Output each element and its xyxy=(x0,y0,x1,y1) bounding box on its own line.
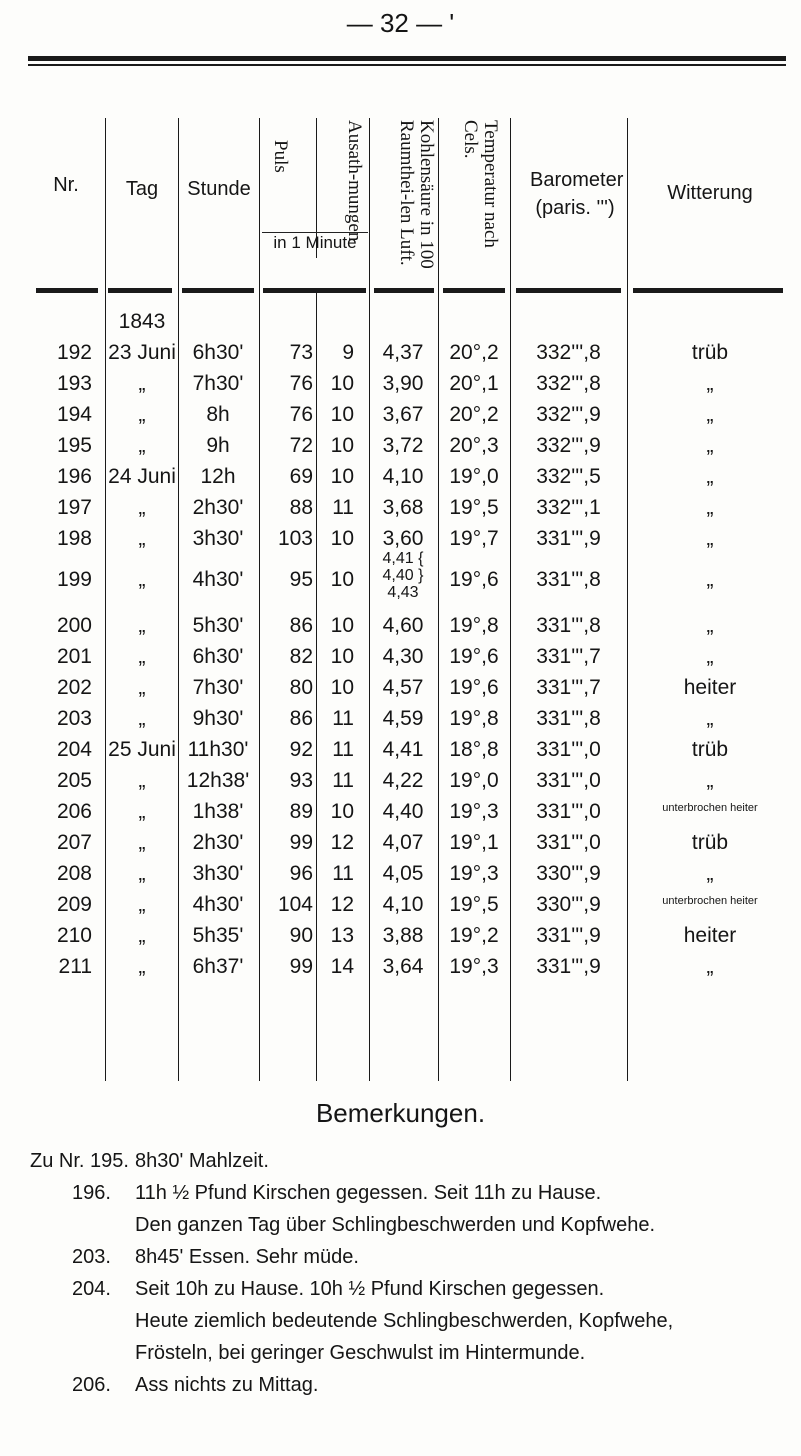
header-witterung: Witterung xyxy=(667,182,753,204)
cell-stunde: 3h30' xyxy=(192,862,244,885)
cell-baro: 331''',9 xyxy=(536,527,601,550)
cell-tag: 25 Juni xyxy=(108,738,176,761)
cell-tag: „ xyxy=(138,800,146,823)
cell-temp: 19°,1 xyxy=(449,831,499,854)
cell-wit: „ xyxy=(706,527,714,550)
cell-co2: 4,07 xyxy=(382,831,424,854)
header-rule xyxy=(374,288,434,293)
cell-puls: 103 xyxy=(277,527,313,550)
cell-wit: „ xyxy=(706,645,714,668)
top-rule xyxy=(28,56,786,61)
cell-co2: 3,64 xyxy=(382,955,424,978)
cell-nr: 208 xyxy=(56,862,92,885)
cell-puls: 80 xyxy=(289,676,313,699)
cell-tag: „ xyxy=(138,924,146,947)
cell-baro: 332''',8 xyxy=(536,372,601,395)
top-rule-thin xyxy=(28,64,786,66)
cell-stunde: 4h30' xyxy=(192,893,244,916)
remark-text: Ass nichts zu Mittag. xyxy=(135,1374,319,1396)
cell-baro: 331''',0 xyxy=(536,800,601,823)
cell-stunde: 3h30' xyxy=(192,527,244,550)
cell-tag: „ xyxy=(138,831,146,854)
header-rule xyxy=(36,288,98,293)
cell-puls: 95 xyxy=(289,568,313,591)
header-puls: Puls xyxy=(270,140,291,173)
cell-nr: 197 xyxy=(56,496,92,519)
header-temperatur: Temperatur nach Cels. xyxy=(460,120,501,248)
cell-wit: „ xyxy=(706,372,714,395)
header-stunde: Stunde xyxy=(187,178,251,200)
cell-wit: „ xyxy=(706,955,714,978)
cell-temp: 19°,3 xyxy=(449,862,499,885)
cell-puls: 99 xyxy=(289,831,313,854)
cell-tag: „ xyxy=(138,434,146,457)
col-divider xyxy=(369,118,370,1081)
cell-co2: 4,10 xyxy=(382,893,424,916)
cell-stunde: 5h30' xyxy=(192,614,244,637)
cell-wit: „ xyxy=(706,614,714,637)
cell-co2: 4,40 xyxy=(382,800,424,823)
cell-tag: „ xyxy=(138,769,146,792)
cell-nr: 211 xyxy=(58,955,92,978)
remark-text: Seit 10h zu Hause. 10h ½ Pfund Kirschen gegessen. xyxy=(135,1278,605,1300)
header-tag: Tag xyxy=(125,178,159,200)
cell-ath: 10 xyxy=(330,465,354,488)
cell-ath: 14 xyxy=(330,955,354,978)
cell-temp: 19°,0 xyxy=(449,465,499,488)
cell-ath: 11 xyxy=(332,496,354,519)
cell-wit: „ xyxy=(706,769,714,792)
cell-co2: 4,60 xyxy=(382,614,424,637)
cell-nr: 198 xyxy=(56,527,92,550)
cell-co2: 4,10 xyxy=(382,465,424,488)
cell-tag: „ xyxy=(138,707,146,730)
cell-tag: „ xyxy=(138,676,146,699)
header-rule xyxy=(443,288,505,293)
cell-co2: 3,88 xyxy=(382,924,424,947)
cell-baro: 332''',5 xyxy=(536,465,601,488)
cell-tag: „ xyxy=(138,372,146,395)
page-number: — 32 — ' xyxy=(346,8,455,38)
cell-temp: 19°,6 xyxy=(449,676,499,699)
cell-wit: heiter xyxy=(683,676,737,699)
cell-puls: 82 xyxy=(289,645,313,668)
cell-co2: 3,68 xyxy=(382,496,424,519)
cell-ath: 10 xyxy=(330,676,354,699)
cell-co2: 4,30 xyxy=(382,645,424,668)
cell-tag: „ xyxy=(138,527,146,550)
cell-stunde: 12h38' xyxy=(186,769,250,792)
cell-ath: 10 xyxy=(330,372,354,395)
header-rule xyxy=(516,288,621,293)
cell-stunde: 9h xyxy=(206,434,230,457)
cell-puls: 93 xyxy=(289,769,313,792)
cell-baro: 331''',8 xyxy=(536,614,601,637)
header-rule xyxy=(263,288,366,293)
header-kohlensaeure: Kohlensäure in 100 Raumthei-len Luft. xyxy=(396,120,437,269)
cell-ath: 11 xyxy=(332,862,354,885)
cell-temp: 19°,5 xyxy=(449,496,499,519)
cell-temp: 20°,1 xyxy=(449,372,499,395)
cell-stunde: 7h30' xyxy=(192,676,244,699)
header-nr: Nr. xyxy=(53,174,79,196)
cell-ath: 10 xyxy=(330,645,354,668)
cell-stunde: 2h30' xyxy=(192,496,244,519)
cell-nr: 193 xyxy=(56,372,92,395)
cell-puls: 96 xyxy=(289,862,313,885)
cell-tag: „ xyxy=(138,496,146,519)
cell-tag: 24 Juni xyxy=(108,465,176,488)
cell-baro: 331''',9 xyxy=(536,924,601,947)
header-in-minute: in 1 Minute xyxy=(262,232,368,253)
cell-baro: 331''',9 xyxy=(536,955,601,978)
cell-puls: 76 xyxy=(289,403,313,426)
cell-tag: „ xyxy=(138,645,146,668)
cell-co2: 4,37 xyxy=(382,341,424,364)
cell-puls: 88 xyxy=(289,496,313,519)
cell-ath: 11 xyxy=(332,769,354,792)
header-rule xyxy=(182,288,254,293)
cell-nr: 206 xyxy=(56,800,92,823)
cell-ath: 10 xyxy=(330,434,354,457)
cell-baro: 330''',9 xyxy=(536,862,601,885)
cell-puls: 89 xyxy=(289,800,313,823)
cell-temp: 19°,8 xyxy=(449,707,499,730)
cell-baro: 330''',9 xyxy=(536,893,601,916)
cell-nr: 199 xyxy=(56,568,92,591)
cell-ath: 12 xyxy=(330,831,354,854)
cell-ath: 13 xyxy=(330,924,354,947)
remark-text: 11h ½ Pfund Kirschen gegessen. Seit 11h zu Hause. xyxy=(135,1182,602,1204)
cell-co2: 3,60 xyxy=(382,527,424,550)
cell-ath: 9 xyxy=(342,341,354,364)
cell-wit: „ xyxy=(706,403,714,426)
cell-temp: 19°,3 xyxy=(449,955,499,978)
cell-nr: 202 xyxy=(56,676,92,699)
header-ausath: Ausath-mungen xyxy=(344,120,365,242)
cell-nr: 196 xyxy=(56,465,92,488)
header-barometer: Barometer (paris. ''') xyxy=(530,169,624,219)
cell-co2: 3,72 xyxy=(382,434,424,457)
cell-nr: 201 xyxy=(56,645,92,668)
cell-nr: 200 xyxy=(56,614,92,637)
cell-tag: „ xyxy=(138,568,146,591)
cell-puls: 92 xyxy=(289,738,313,761)
cell-stunde: 6h37' xyxy=(192,955,244,978)
remarks-title: Bemerkungen. xyxy=(315,1098,486,1128)
cell-co2: 3,67 xyxy=(382,403,424,426)
cell-wit: unterbrochen heiter xyxy=(662,895,758,907)
cell-wit: „ xyxy=(706,568,714,591)
cell-tag: „ xyxy=(138,403,146,426)
header-rule xyxy=(108,288,172,293)
remark-label: 206. xyxy=(72,1374,111,1396)
remark-text: 8h45' Essen. Sehr müde. xyxy=(135,1246,359,1268)
cell-temp: 18°,8 xyxy=(449,738,499,761)
cell-wit: „ xyxy=(706,465,714,488)
cell-temp: 19°,5 xyxy=(449,893,499,916)
cell-stunde: 12h xyxy=(200,465,236,488)
cell-nr: 209 xyxy=(56,893,92,916)
cell-stunde: 4h30' xyxy=(192,568,244,591)
cell-temp: 19°,8 xyxy=(449,614,499,637)
remark-text: 8h30' Mahlzeit. xyxy=(135,1150,269,1172)
cell-nr: 195 xyxy=(56,434,92,457)
cell-wit: „ xyxy=(706,862,714,885)
remark-label: 204. xyxy=(72,1278,111,1300)
cell-temp: 19°,2 xyxy=(449,924,499,947)
cell-temp: 20°,3 xyxy=(449,434,499,457)
cell-baro: 332''',9 xyxy=(536,434,601,457)
cell-stunde: 6h30' xyxy=(192,645,244,668)
remark-label: 196. xyxy=(72,1182,111,1204)
cell-wit: „ xyxy=(706,434,714,457)
cell-co2: 3,90 xyxy=(382,372,424,395)
cell-puls: 90 xyxy=(289,924,313,947)
cell-wit: „ xyxy=(706,707,714,730)
cell-baro: 331''',0 xyxy=(536,738,601,761)
cell-nr: 205 xyxy=(56,769,92,792)
cell-nr: 203 xyxy=(56,707,92,730)
remark-label: 203. xyxy=(72,1246,111,1268)
cell-temp: 20°,2 xyxy=(449,341,499,364)
cell-baro: 332''',9 xyxy=(536,403,601,426)
cell-baro: 332''',1 xyxy=(536,496,601,519)
cell-temp: 19°,6 xyxy=(449,645,499,668)
cell-ath: 12 xyxy=(330,893,354,916)
cell-ath: 11 xyxy=(332,707,354,730)
cell-puls: 104 xyxy=(277,893,313,916)
cell-ath: 10 xyxy=(330,800,354,823)
cell-stunde: 9h30' xyxy=(192,707,244,730)
cell-tag: „ xyxy=(138,955,146,978)
cell-baro: 331''',8 xyxy=(536,568,601,591)
cell-temp: 19°,6 xyxy=(449,568,499,591)
cell-puls: 99 xyxy=(289,955,313,978)
cell-co2: 4,41 { 4,40 } 4,43 xyxy=(382,550,424,601)
cell-tag: „ xyxy=(138,614,146,637)
cell-stunde: 5h35' xyxy=(192,924,244,947)
cell-co2: 4,41 xyxy=(382,738,424,761)
cell-puls: 86 xyxy=(289,614,313,637)
cell-stunde: 6h30' xyxy=(192,341,244,364)
cell-temp: 19°,7 xyxy=(449,527,499,550)
cell-puls: 69 xyxy=(289,465,313,488)
cell-wit: trüb xyxy=(691,738,729,761)
cell-baro: 331''',7 xyxy=(536,676,601,699)
cell-ath: 10 xyxy=(330,614,354,637)
col-divider xyxy=(627,118,628,1081)
cell-nr: 194 xyxy=(56,403,92,426)
cell-ath: 10 xyxy=(330,527,354,550)
cell-wit: trüb xyxy=(691,831,729,854)
cell-co2: 4,59 xyxy=(382,707,424,730)
cell-co2: 4,57 xyxy=(382,676,424,699)
cell-ath: 11 xyxy=(332,738,354,761)
remark-text: Frösteln, bei geringer Geschwulst im Hintermunde. xyxy=(135,1342,586,1364)
cell-stunde: 7h30' xyxy=(192,372,244,395)
cell-baro: 331''',0 xyxy=(536,769,601,792)
cell-co2: 4,05 xyxy=(382,862,424,885)
cell-temp: 20°,2 xyxy=(449,403,499,426)
remark-text: Heute ziemlich bedeutende Schlingbeschwerden, Kopfwehe, xyxy=(135,1310,674,1332)
cell-puls: 72 xyxy=(289,434,313,457)
cell-stunde: 2h30' xyxy=(192,831,244,854)
remark-label: Zu Nr. 195. xyxy=(30,1150,129,1172)
cell-stunde: 11h30' xyxy=(187,738,249,761)
cell-temp: 19°,3 xyxy=(449,800,499,823)
cell-baro: 331''',8 xyxy=(536,707,601,730)
cell-wit: trüb xyxy=(691,341,729,364)
cell-wit: heiter xyxy=(683,924,737,947)
cell-tag: „ xyxy=(138,862,146,885)
cell-nr: 210 xyxy=(56,924,92,947)
cell-nr: 192 xyxy=(56,341,92,364)
cell-co2: 4,22 xyxy=(382,769,424,792)
year-label: 1843 xyxy=(118,310,166,333)
cell-ath: 10 xyxy=(330,568,354,591)
cell-nr: 207 xyxy=(56,831,92,854)
cell-puls: 73 xyxy=(289,341,313,364)
cell-tag: „ xyxy=(138,893,146,916)
remark-text: Den ganzen Tag über Schlingbeschwerden und Kopfwehe. xyxy=(135,1214,655,1236)
cell-wit: unterbrochen heiter xyxy=(662,802,758,814)
cell-tag: 23 Juni xyxy=(108,341,176,364)
cell-puls: 86 xyxy=(289,707,313,730)
header-rule xyxy=(633,288,783,293)
cell-baro: 332''',8 xyxy=(536,341,601,364)
cell-stunde: 1h38' xyxy=(192,800,244,823)
cell-ath: 10 xyxy=(330,403,354,426)
cell-stunde: 8h xyxy=(206,403,230,426)
cell-puls: 76 xyxy=(289,372,313,395)
cell-baro: 331''',7 xyxy=(536,645,601,668)
cell-temp: 19°,0 xyxy=(449,769,499,792)
cell-baro: 331''',0 xyxy=(536,831,601,854)
cell-wit: „ xyxy=(706,496,714,519)
cell-nr: 204 xyxy=(56,738,92,761)
